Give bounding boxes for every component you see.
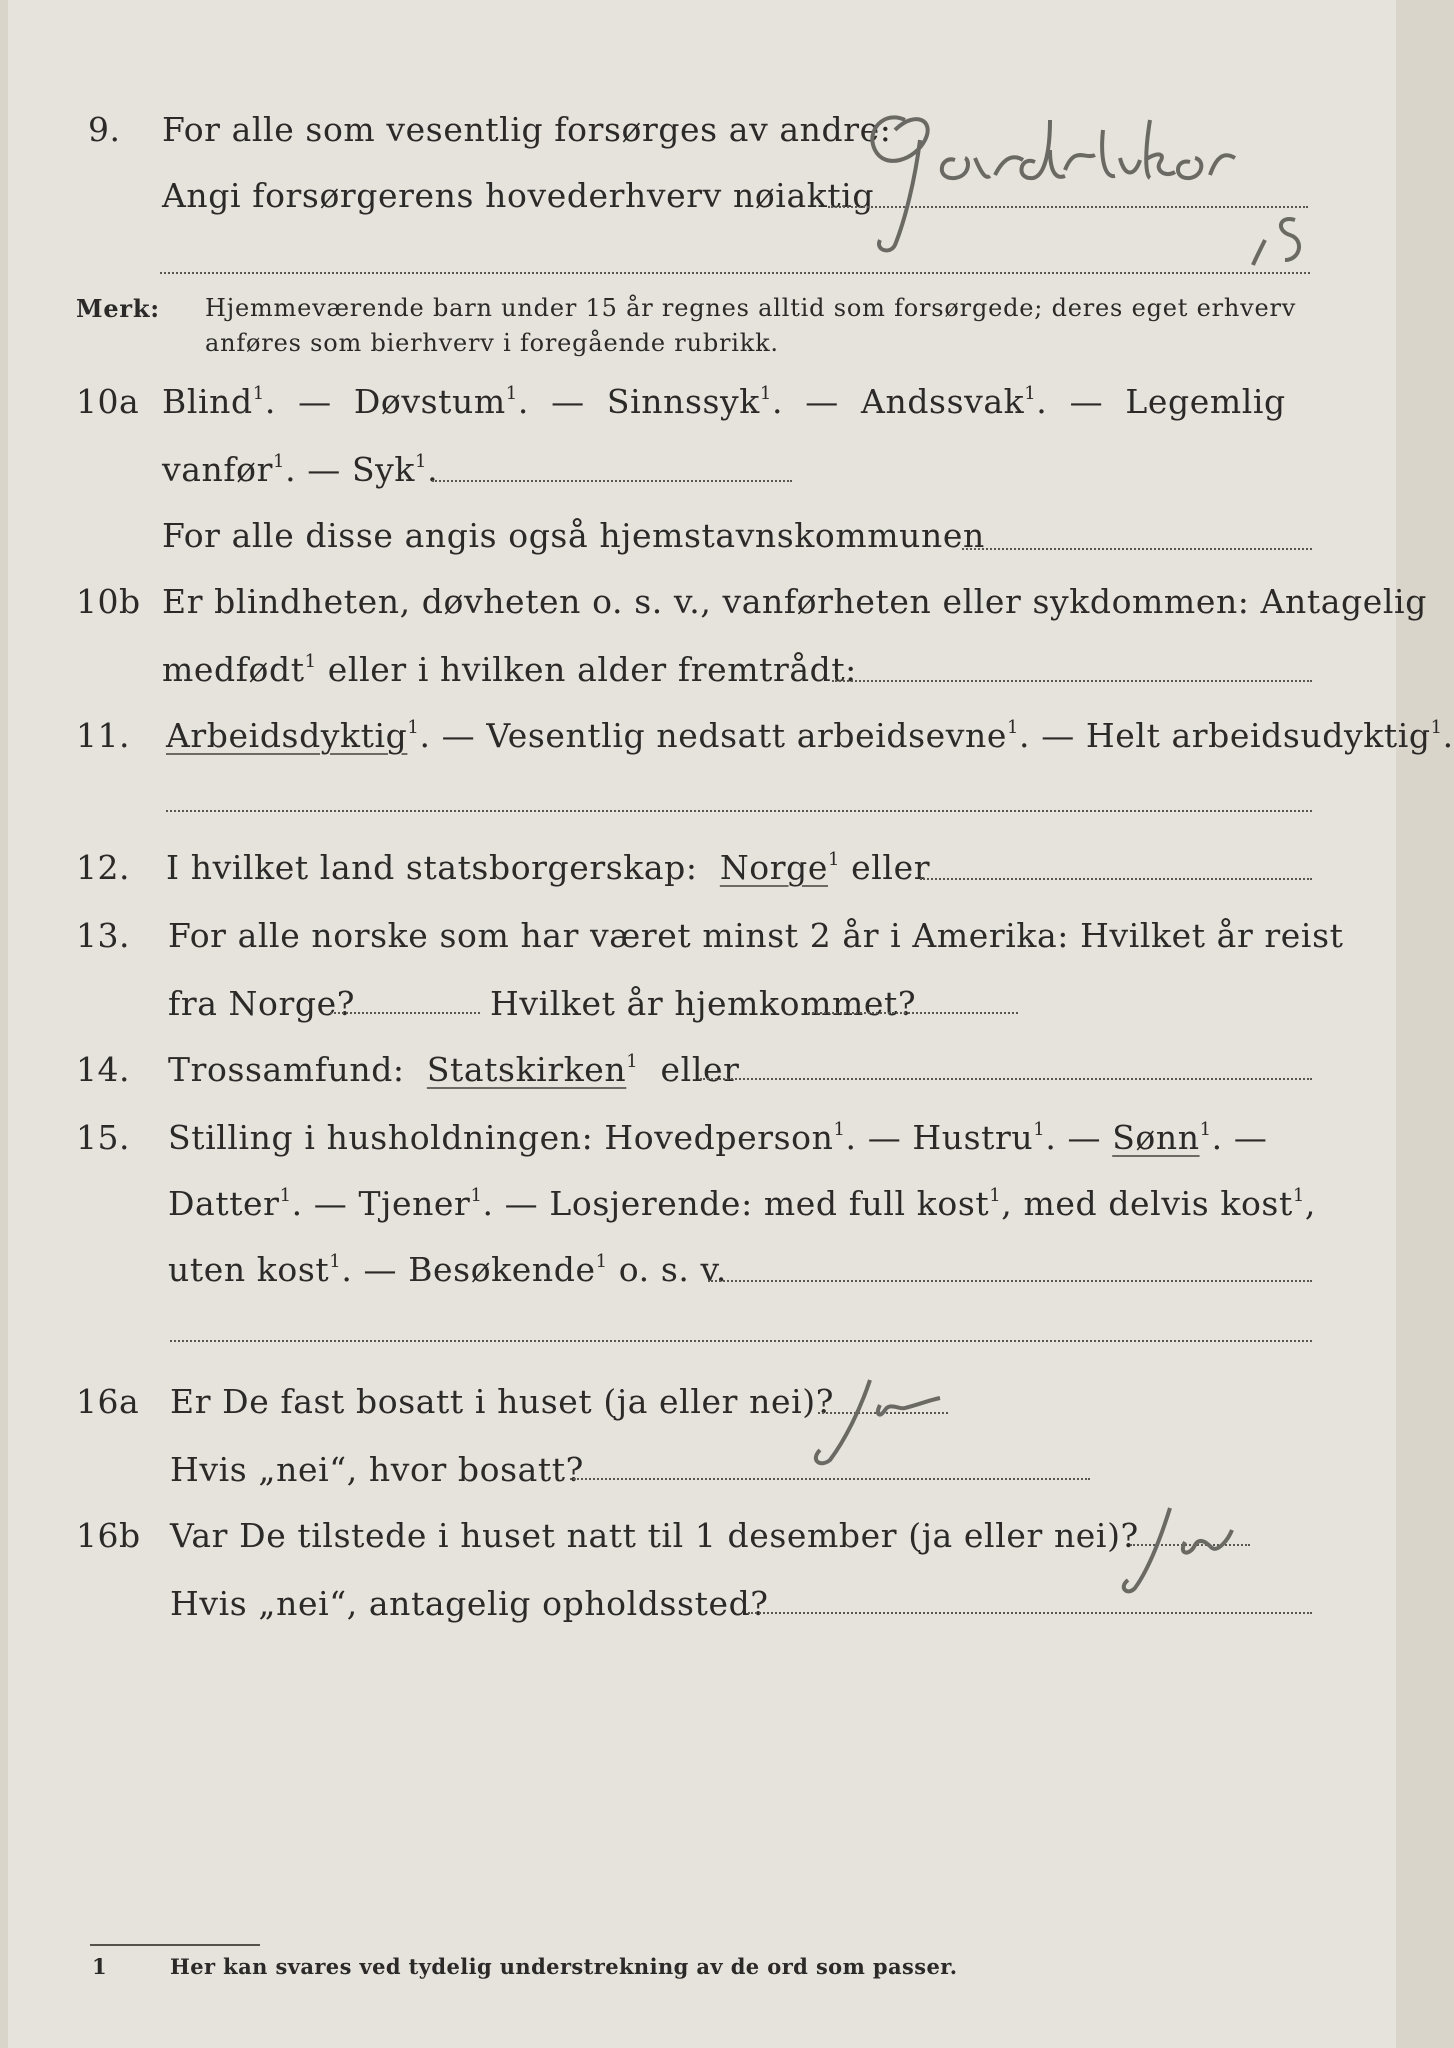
q10b-number: 10b — [76, 582, 141, 621]
q15-line3: uten kost$^1$. — Besøkende$^1$ o. s. v. — [168, 1250, 727, 1289]
note-line1: Hjemmeværende barn under 15 år regnes alltid som forsørgede; deres eget erhverv — [205, 294, 1297, 322]
q15-option-selected: Sønn — [1112, 1118, 1200, 1157]
footnote-marker: 1 — [92, 1954, 108, 1979]
q16a-number: 16a — [76, 1382, 140, 1421]
q15-line2: Datter$^1$. — Tjener$^1$. — Losjerende: med full kost$^1$, med delvis kost$^1$, — [168, 1184, 1316, 1223]
q14-number: 14. — [76, 1050, 130, 1089]
q11-option-selected: Arbeidsdyktig — [166, 716, 408, 755]
q13-departure-year-line — [330, 1012, 480, 1014]
q16a-residence-line — [570, 1478, 1090, 1480]
q9-extra-line — [160, 272, 1310, 274]
q9-line1: For alle som vesentlig forsørges av andre: — [162, 110, 892, 149]
q14-option-selected: Statskirken — [426, 1050, 627, 1089]
q10a-line3: For alle disse angis også hjemstavnskommunen — [162, 516, 985, 555]
q14-line1: Trossamfund: Statskirken$^1$ eller — [168, 1050, 740, 1089]
q12-number: 12. — [76, 848, 130, 887]
q13-line1: For alle norske som har været minst 2 år i Amerika: Hvilket år reist — [168, 916, 1344, 955]
note-line2: anføres som bierhverv i foregående rubrikk. — [205, 329, 779, 357]
q11-extra-line — [166, 810, 1312, 812]
q15-line1: Stilling i husholdningen: Hovedperson$^1$. — Hustru$^1$. — Sønn$^1$. — — [168, 1118, 1268, 1157]
footnote-rule — [90, 1944, 260, 1946]
q10b-line1: Er blindheten, døvheten o. s. v., vanførheten eller sykdommen: Antagelig — [162, 582, 1427, 621]
q10a-number: 10a — [76, 382, 140, 421]
q9-line2: Angi forsørgerens hovederhverv nøiaktig — [162, 176, 875, 215]
q11-line1: Arbeidsdyktig$^1$. — Vesentlig nedsatt arbeidsevne$^1$. — Helt arbeidsudyktig$^1$. — [166, 716, 1454, 755]
footnote-text: Her kan svares ved tydelig understrekning av de ord som passer. — [170, 1954, 958, 1979]
q15-number: 15. — [76, 1118, 130, 1157]
q16a-line1: Er De fast bosatt i huset (ja eller nei)? — [170, 1382, 834, 1421]
q9-handwritten-answer — [845, 100, 1345, 274]
q13-line2a: fra Norge? — [168, 984, 356, 1023]
q10a-line1: Blind$^1$. — Døvstum$^1$. — Sinnssyk$^1$. — Andssvak$^1$. — Legemlig — [162, 382, 1286, 421]
q12-option-selected: Norge — [719, 848, 828, 887]
q9-number: 9. — [88, 110, 121, 149]
q16b-whereabouts-line — [748, 1612, 1312, 1614]
q11-number: 11. — [76, 716, 130, 755]
q14-answer-line — [700, 1078, 1312, 1080]
note-label: Merk: — [76, 294, 160, 323]
q10a-answer-line — [432, 480, 792, 482]
q12-answer-line — [920, 878, 1312, 880]
q16b-line1: Var De tilstede i huset natt til 1 desember (ja eller nei)? — [170, 1516, 1139, 1555]
q10b-line2: medfødt$^1$ eller i hvilken alder fremtrådt: — [162, 650, 857, 689]
q16a-line2: Hvis „nei“, hvor bosatt? — [170, 1450, 584, 1489]
q15-extra-line — [170, 1340, 1312, 1342]
q13-return-year-line — [808, 1012, 1018, 1014]
q13-line2b: Hvilket år hjemkommet? — [490, 984, 917, 1023]
q10b-answer-line — [832, 680, 1312, 682]
q13-number: 13. — [76, 916, 130, 955]
q10a-line2: vanfør$^1$. — Syk$^1$. — [162, 450, 439, 489]
q16b-number: 16b — [76, 1516, 141, 1555]
q16b-handwritten-answer — [1100, 1500, 1280, 1604]
q16b-line2: Hvis „nei“, antagelig opholdssted? — [170, 1584, 769, 1623]
q12-line1: I hvilket land statsborgerskap: Norge$^1$ eller — [166, 848, 931, 887]
q10a-home-municipality-line — [962, 548, 1312, 550]
q15-answer-line — [708, 1280, 1312, 1282]
q16a-handwritten-answer — [790, 1370, 970, 1474]
